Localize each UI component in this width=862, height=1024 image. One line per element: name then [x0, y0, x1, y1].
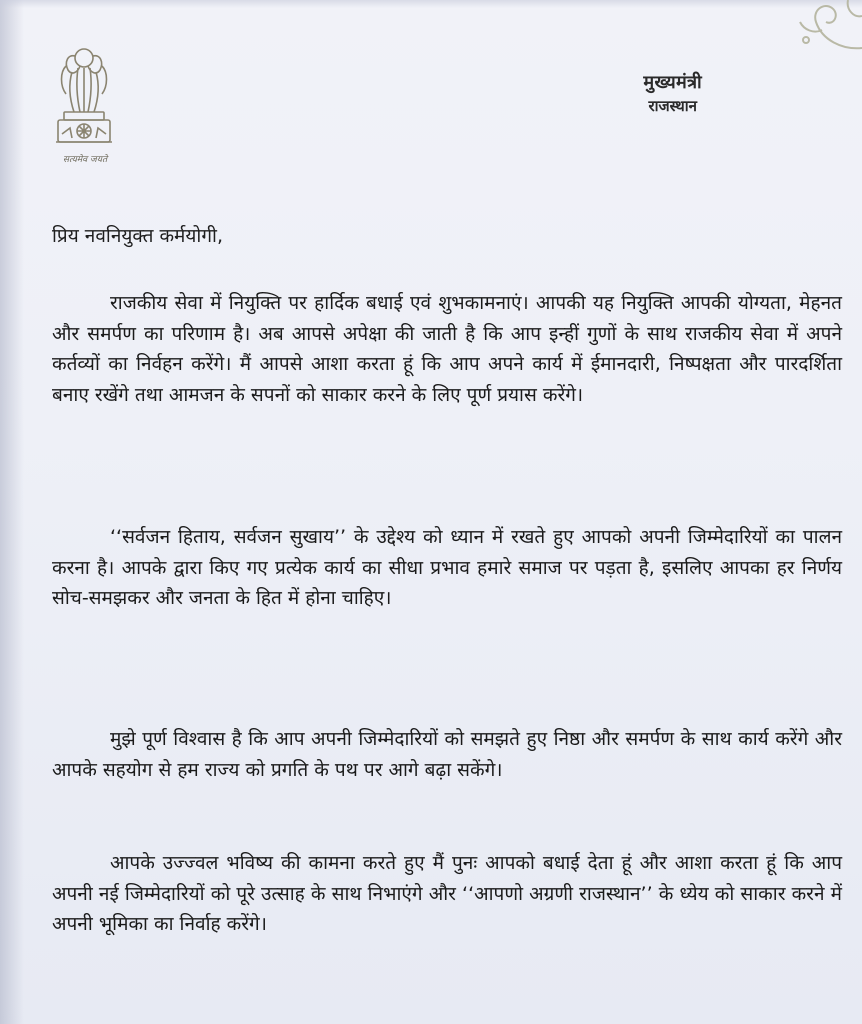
paper-fold-shadow — [0, 0, 24, 1024]
letter-paragraph: ‘‘सर्वजन हिताय, सर्वजन सुखाय’’ के उद्देश्य को ध्यान में रखते हुए आपको अपनी जिम्मेदारियों का पालन करना है। आपके द्वारा किए गए प्रत्येक कार्य का सीधा प्रभाव हमारे समाज पर पड़ता है, इसलिए आपका हर निर्णय सोच-समझकर और जनता के हित में होना चाहिए। — [52, 526, 842, 609]
letter-paragraph: मुझे पूर्ण विश्वास है कि आप अपनी जिम्मेदारियों को समझते हुए निष्ठा और समर्पण के साथ कार्य करेंगे और आपके सहयोग से हम राज्य को प्रगति के पथ पर आगे बढ़ा सकेंगे। — [52, 728, 842, 781]
ashoka-emblem-icon — [44, 42, 124, 170]
designation-title: मुख्यमंत्री — [643, 72, 702, 93]
letterhead-designation — [643, 70, 702, 116]
designation-state: राजस्थान — [648, 97, 697, 115]
paper-top-edge — [0, 0, 862, 8]
letter-salutation: प्रिय नवनियुक्त कर्मयोगी, — [52, 225, 223, 247]
letter-paragraph: राजकीय सेवा में नियुक्ति पर हार्दिक बधाई एवं शुभकामनाएं। आपकी यह नियुक्ति आपकी योग्यता, मेहनत और समर्पण का परिणाम है। अब आपसे अपेक्षा की जाती है कि आप इन्हीं गुणों के साथ राजकीय सेवा में अपने कर्तव्यों का निर्वहन करेंगे। मैं आपसे आशा करता हूं कि आप अपने कार्य में ईमानदारी, निष्पक्षता और पारदर्शिता बनाए रखेंगे तथा आमजन के सपनों को साकार करने के लिए पूर्ण प्रयास करेंगे। — [52, 292, 842, 406]
corner-ornament-icon — [792, 0, 862, 60]
emblem-motto: सत्यमेव जयते — [62, 155, 108, 165]
letter-paragraph: आपके उज्ज्वल भविष्य की कामना करते हुए मैं पुनः आपको बधाई देता हूं और आशा करता हूं कि आप अपनी नई जिम्मेदारियों को पूरे उत्साह के साथ निभाएंगे और ‘‘आपणो अग्रणी राजस्थान’’ के ध्येय को साकार करने में अपनी भूमिका का निर्वाह करेंगे। — [52, 852, 842, 935]
